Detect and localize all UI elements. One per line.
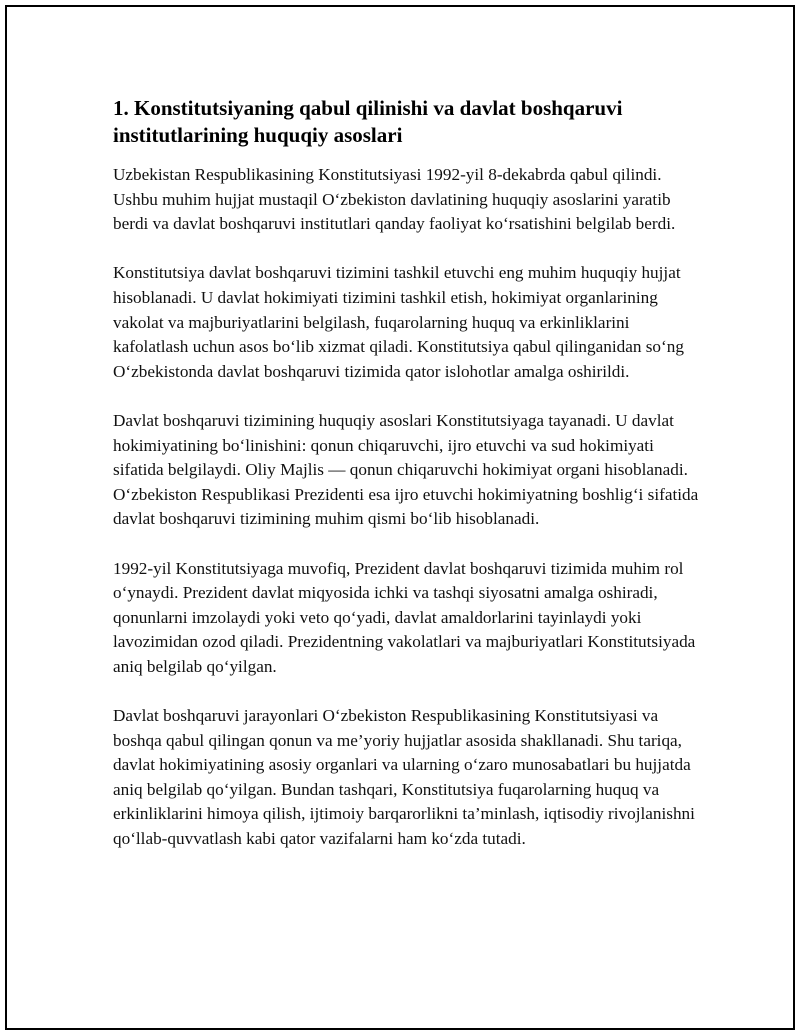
- section-heading: 1. Konstitutsiyaning qabul qilinishi va davlat boshqaruvi institutlarining huquqiy asoslari: [113, 96, 623, 147]
- paragraph-1: Uzbekistan Respublikasining Konstitutsiyasi 1992-yil 8-dekabrda qabul qilindi. Ushbu muhim hujjat mustaqil O‘zbekiston davlatining huquqiy asoslarini yaratib berdi va davlat boshqaruvi institutlari qanday faoliyat ko‘rsatishini belgilab berdi.: [113, 165, 676, 234]
- document-body: [113, 95, 703, 876]
- paragraph-4: 1992-yil Konstitutsiyaga muvofiq, Prezident davlat boshqaruvi tizimida muhim rol o‘ynaydi. Prezident davlat miqyosida ichki va tashqi siyosatni amalga oshiradi, qonunlarni imzolaydi yoki veto qo‘yadi, davlat amaldorlarini tayinlaydi yoki lavozimidan ozod qiladi. Prezidentning vakolatlari va majburiyatlari Konstitutsiyada aniq belgilab qo‘yilgan.: [113, 558, 696, 676]
- paragraph-3: Davlat boshqaruvi tizimining huquqiy asoslari Konstitutsiyaga tayanadi. U davlat hokimiyatining bo‘linishini: qonun chiqaruvchi, ijro etuvchi va sud hokimiyati sifatida belgilaydi. Oliy Majlis — qonun chiqaruvchi hokimiyat organi hisoblanadi. O‘zbekiston Respublikasi Prezidenti esa ijro etuvchi hokimiyatning boshlig‘i sifatida davlat boshqaruvi tizimining muhim qismi bo‘lib hisoblanadi.: [113, 410, 699, 529]
- paragraph-2: Konstitutsiya davlat boshqaruvi tizimini tashkil etuvchi eng muhim huquqiy hujjat hisoblanadi. U davlat hokimiyati tizimini tashkil etish, hokimiyat organlarining vakolat va majburiyatlarini belgilash, fuqarolarning huquq va erkinliklarini kafolatlash uchun asos bo‘lib xizmat qiladi. Konstitutsiya qabul qilinganidan so‘ng O‘zbekistonda davlat boshqaruvi tizimida qator islohotlar amalga oshirildi.: [113, 263, 684, 381]
- paragraph-5: Davlat boshqaruvi jarayonlari O‘zbekiston Respublikasining Konstitutsiyasi va boshqa qabul qilingan qonun va me’yoriy hujjatlar asosida shakllanadi. Shu tariqa, davlat hokimiyatining asosiy organlari va ularning o‘zaro munosabatlari bu hujjatda aniq belgilab qo‘yilgan. Bundan tashqari, Konstitutsiya fuqarolarning huquq va erkinliklarini himoya qilish, ijtimoiy barqarorlikni ta’minlash, iqtisodiy rivojlanishni qo‘llab-quvvatlash kabi qator vazifalarni ham ko‘zda tutadi.: [113, 706, 695, 849]
